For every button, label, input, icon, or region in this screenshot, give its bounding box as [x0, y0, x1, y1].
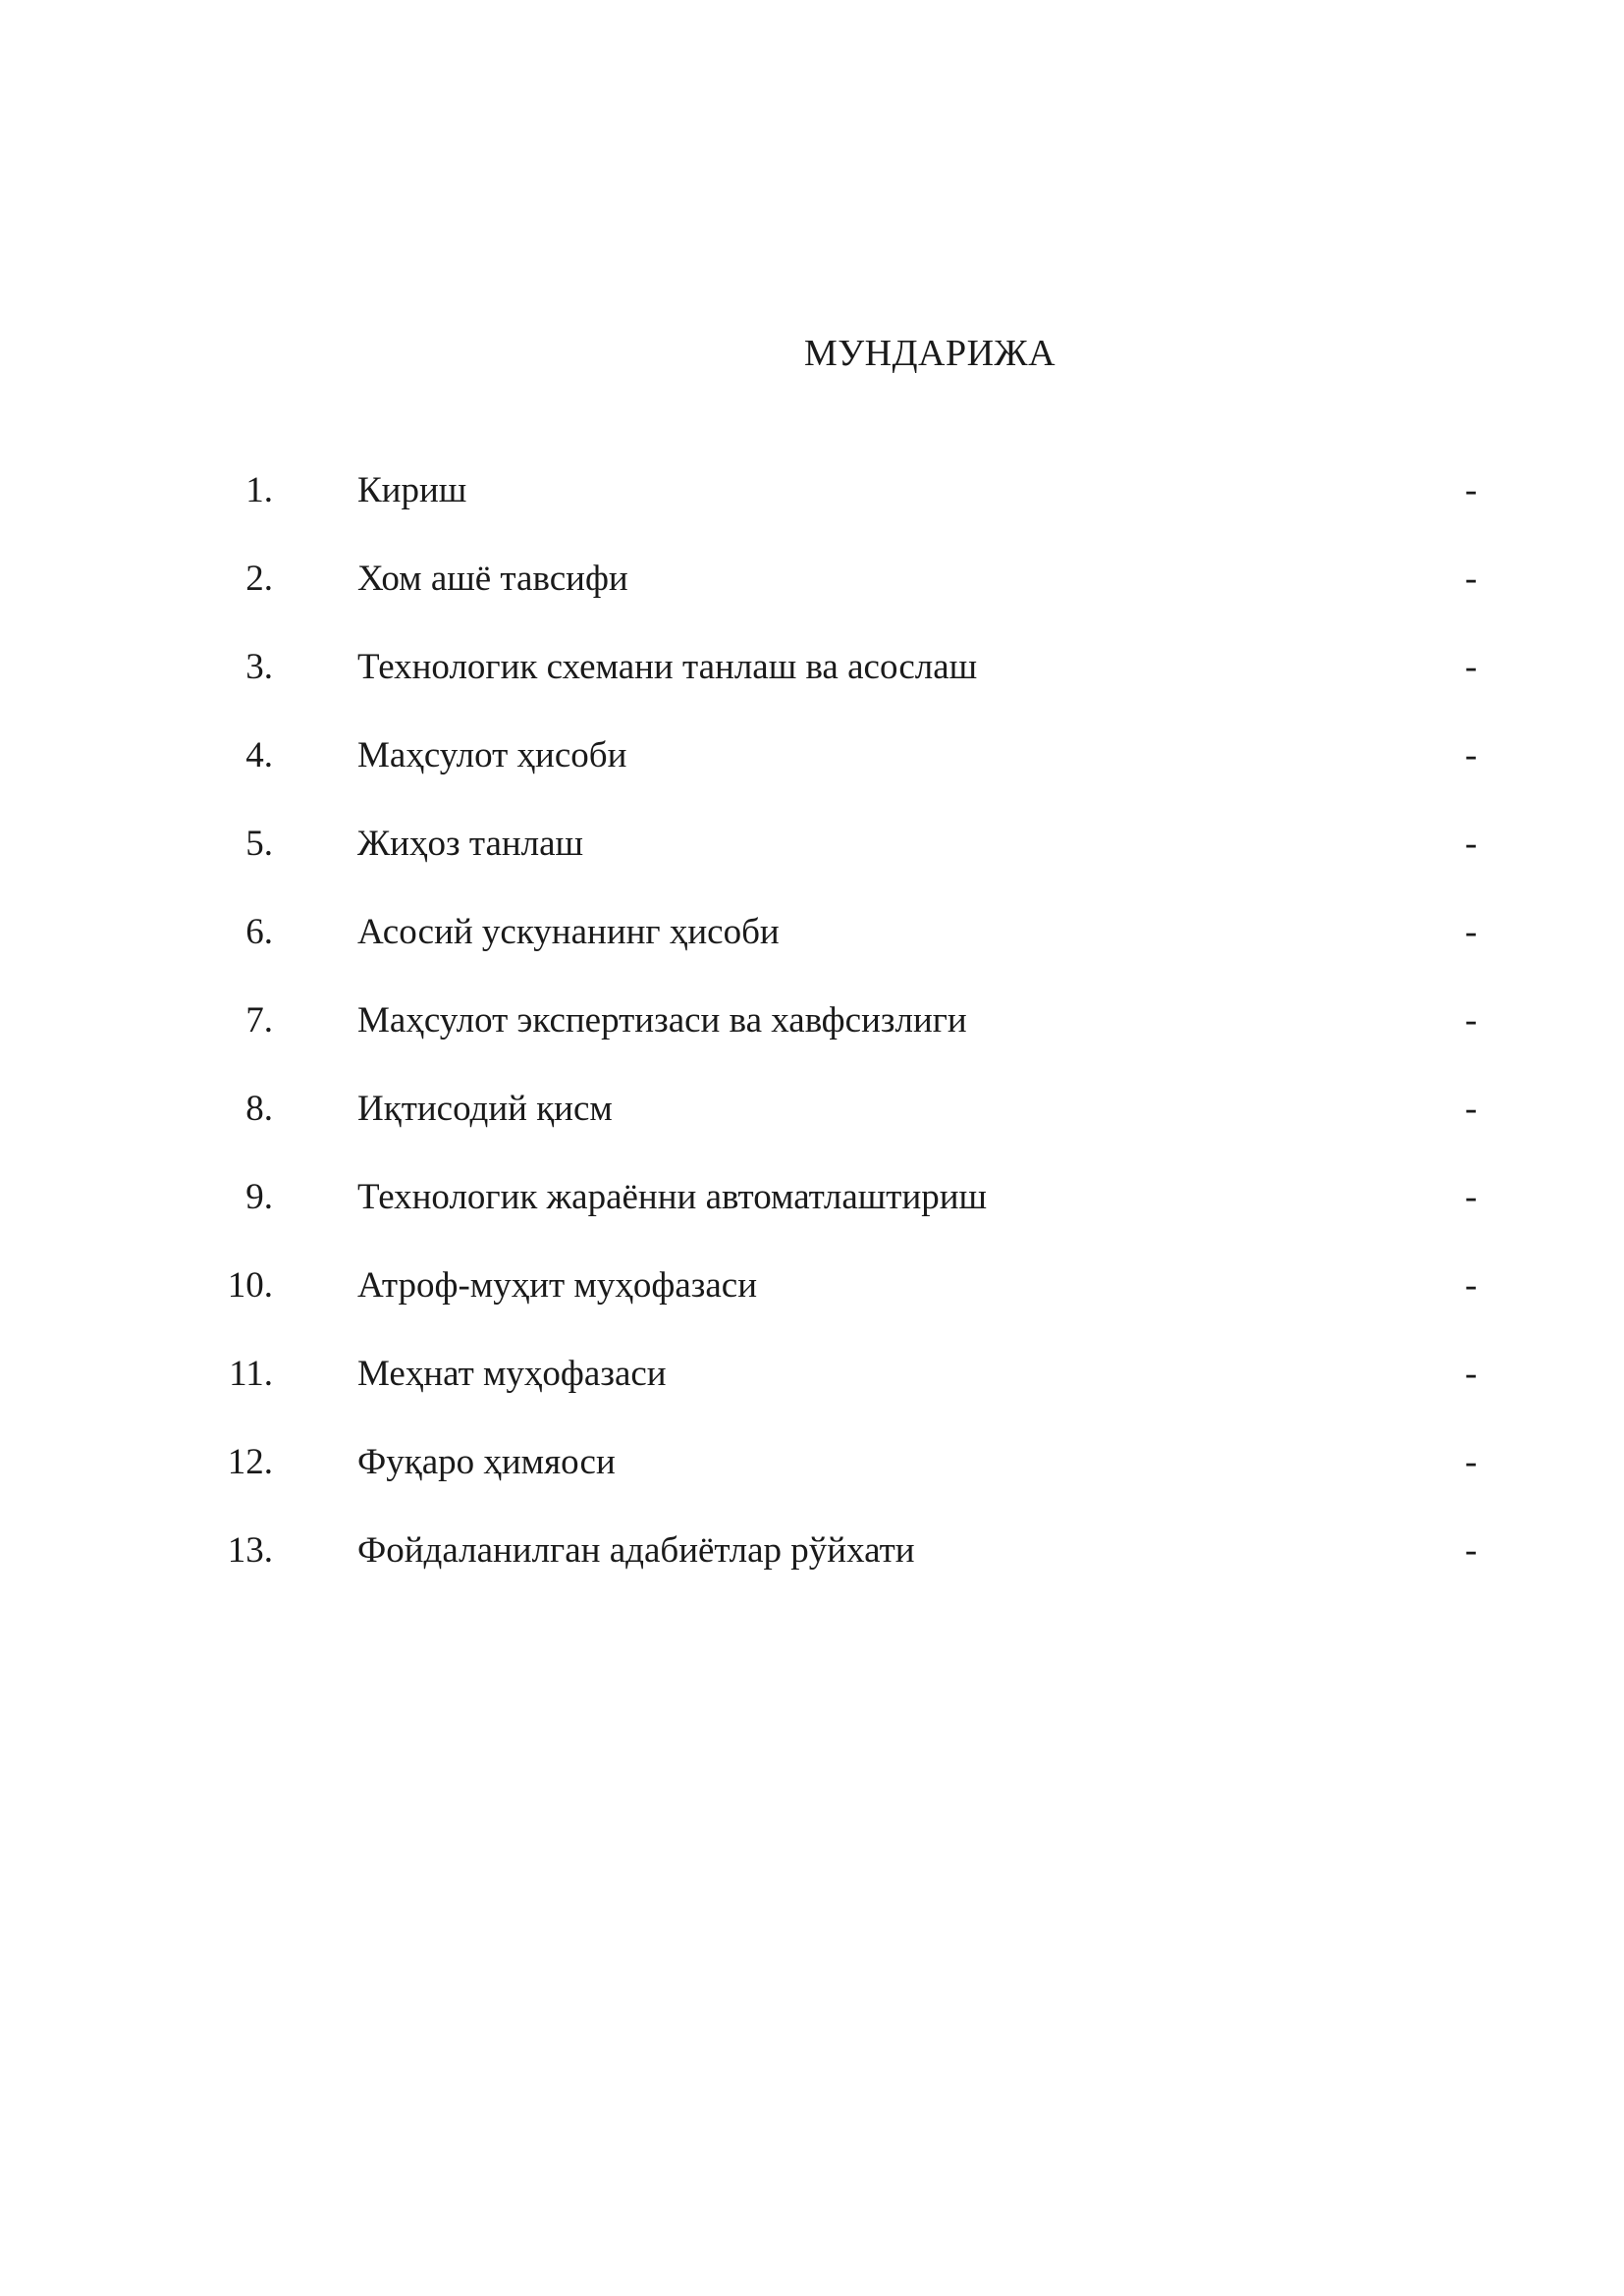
toc-entry: [0, 815, 1624, 903]
toc-entry-title: Атроф-муҳит муҳофазаси: [357, 1265, 757, 1306]
toc-entry-number: 8.: [245, 1089, 273, 1129]
toc-entry: [0, 638, 1624, 726]
toc-entry-number: 13.: [227, 1530, 273, 1571]
toc-entry-page: -: [1465, 824, 1478, 864]
toc-entry: [0, 903, 1624, 991]
toc-entry-page: -: [1465, 1000, 1478, 1041]
toc-entry-page: -: [1465, 1442, 1478, 1482]
toc-entry: [0, 1256, 1624, 1345]
toc-entry-number: 5.: [245, 824, 273, 864]
toc-entry-page: -: [1465, 1177, 1478, 1217]
toc-entry-number: 2.: [245, 559, 273, 599]
toc-entry-number: 6.: [245, 912, 273, 952]
toc-entry-title: Технологик жараённи автоматлаштириш: [357, 1177, 988, 1217]
toc-entry-title: Кириш: [357, 470, 467, 510]
toc-title: МУНДАРИЖА: [803, 333, 1056, 374]
toc-entry-number: 3.: [245, 647, 273, 687]
toc-entry: [0, 461, 1624, 550]
toc-entry-number: 4.: [245, 735, 273, 775]
toc-entry-number: 10.: [227, 1265, 273, 1306]
toc-entry-page: -: [1465, 1530, 1478, 1571]
toc-entry-title: Асосий ускунанинг ҳисоби: [357, 912, 780, 952]
toc-entry-number: 1.: [245, 470, 273, 510]
toc-entry-page: -: [1465, 1089, 1478, 1129]
toc-entry-number: 9.: [245, 1177, 273, 1217]
toc-entry-title: Хом ашё тавсифи: [357, 559, 628, 599]
toc-entry-page: -: [1465, 470, 1478, 510]
toc-entry: [0, 1522, 1624, 1610]
toc-entry: [0, 1345, 1624, 1433]
toc-entry-page: -: [1465, 647, 1478, 687]
toc-entry: [0, 1433, 1624, 1522]
toc-entry: [0, 1168, 1624, 1256]
toc-entry: [0, 550, 1624, 638]
toc-entry-number: 7.: [245, 1000, 273, 1041]
table-of-contents: [0, 461, 1624, 1610]
toc-entry-title: Фойдаланилган адабиётлар рўйхати: [357, 1530, 915, 1571]
toc-entry-title: Жиҳоз танлаш: [357, 824, 584, 864]
toc-entry-page: -: [1465, 1265, 1478, 1306]
toc-entry-number: 12.: [227, 1442, 273, 1482]
toc-entry-page: -: [1465, 735, 1478, 775]
toc-entry-title: Иқтисодий қисм: [357, 1089, 613, 1129]
toc-entry: [0, 1080, 1624, 1168]
toc-entry-page: -: [1465, 559, 1478, 599]
toc-entry-title: Фуқаро ҳимяоси: [357, 1442, 616, 1482]
toc-entry-title: Меҳнат муҳофазаси: [357, 1354, 667, 1394]
toc-entry-title: Маҳсулот ҳисоби: [357, 735, 627, 775]
toc-entry: [0, 726, 1624, 815]
toc-entry: [0, 991, 1624, 1080]
toc-entry-title: Технологик схемани танлаш ва асослаш: [357, 647, 978, 687]
toc-entry-number: 11.: [229, 1354, 273, 1394]
toc-entry-title: Маҳсулот экспертизаси ва хавфсизлиги: [357, 1000, 967, 1041]
toc-entry-page: -: [1465, 1354, 1478, 1394]
toc-entry-page: -: [1465, 912, 1478, 952]
